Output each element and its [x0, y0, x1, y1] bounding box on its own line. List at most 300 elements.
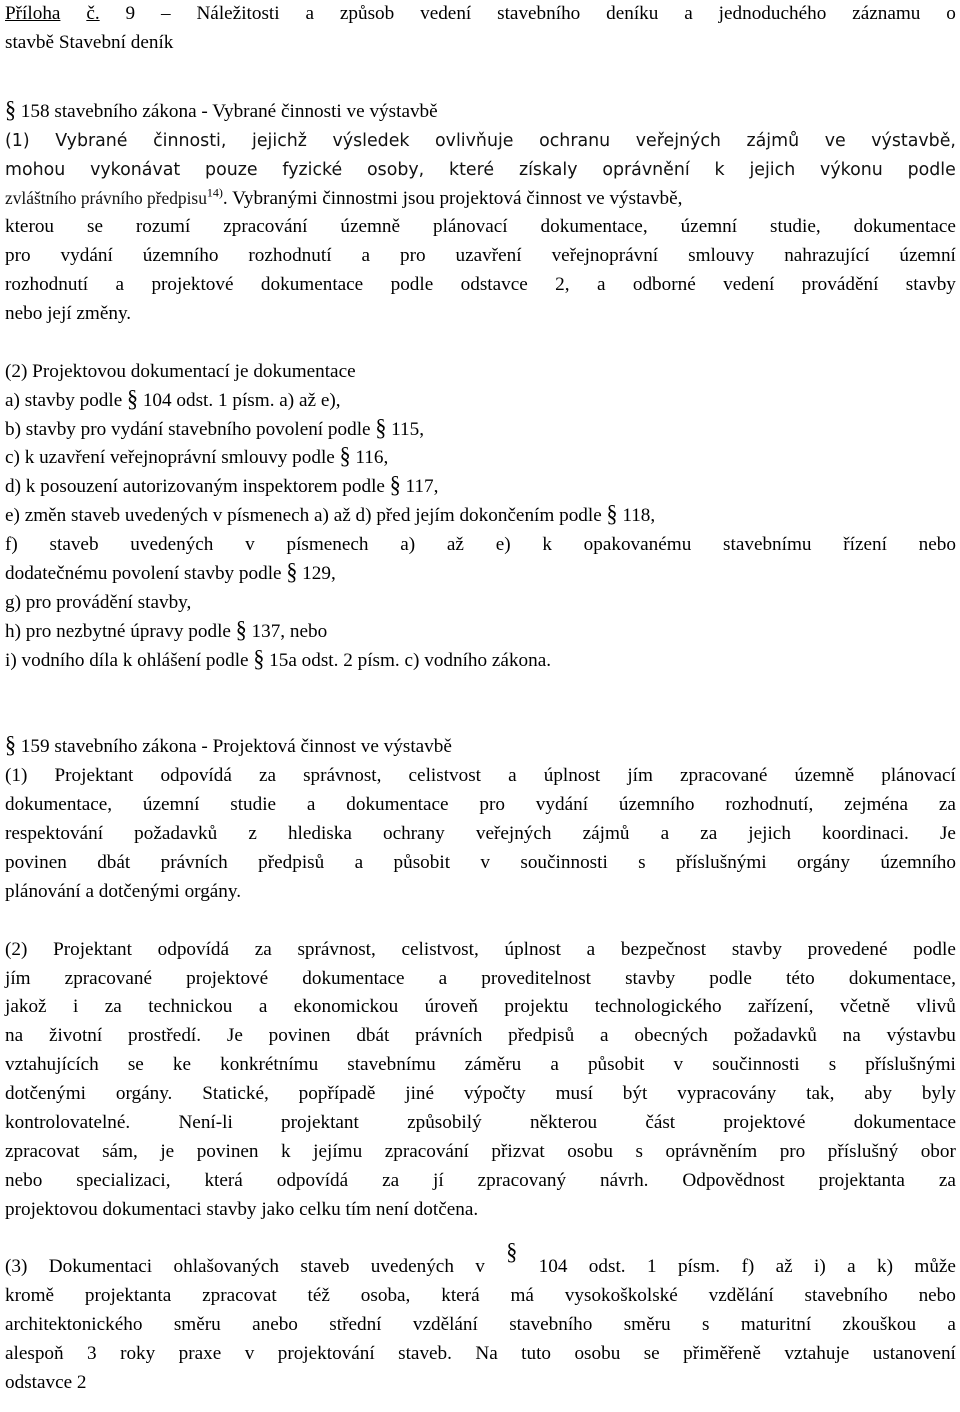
word: ohlašovaných — [173, 1256, 280, 1278]
s158-p1-line — [5, 242, 956, 271]
word: písm. — [677, 1256, 721, 1278]
section-159-heading: § 159 stavebního zákona - Projektová činnost ve výstavbě — [5, 731, 452, 759]
text-line — [5, 791, 956, 820]
word: vztahujících — [5, 1054, 99, 1076]
word: a — [596, 274, 606, 296]
word: nebo — [5, 1169, 43, 1191]
list-item: e) změn staveb uvedených v písmenech a) až d) před jejím dokončením podle § 118, — [5, 499, 656, 528]
word: této — [786, 967, 815, 989]
word: přizvat — [491, 1140, 545, 1162]
text-line — [5, 1080, 956, 1109]
word: celistvost — [408, 765, 482, 787]
item-text: d) k posouzení autorizovaným inspektorem podle — [5, 476, 390, 498]
word: opakovanému — [583, 534, 692, 556]
word: jejichž — [252, 130, 307, 151]
word: ovlivňuje — [435, 130, 514, 151]
word: aby — [864, 1083, 892, 1105]
word: záměru — [464, 1054, 522, 1076]
word: s — [828, 1054, 837, 1076]
word: ke — [172, 1054, 192, 1076]
item-text: 104 odst. 1 písm. a) až e), — [138, 389, 341, 411]
word: dokumentace — [853, 216, 956, 238]
text-line — [5, 1109, 956, 1138]
word: stavebnímu — [723, 534, 812, 556]
word: veřejných — [475, 823, 552, 845]
word: dotčenými — [5, 1083, 86, 1105]
text-line — [5, 1311, 956, 1340]
s159-paragraph-3 — [5, 1282, 956, 1369]
word: příslušnými — [865, 1054, 956, 1076]
word: obecných — [634, 1025, 708, 1047]
item-text: 118, — [617, 505, 656, 527]
word: požadavků — [733, 1025, 817, 1047]
word: způsob — [339, 3, 395, 24]
s158-item-list — [5, 384, 956, 531]
word: podle — [913, 938, 956, 960]
word: Na — [475, 1343, 498, 1365]
word: uzavření — [455, 245, 522, 267]
word: výpočty — [463, 1083, 526, 1105]
word: alespoň — [5, 1343, 64, 1365]
word: fyzické — [282, 159, 343, 180]
word: jednoduchého — [718, 3, 827, 24]
word: až — [446, 534, 464, 556]
word: působit — [587, 1054, 645, 1076]
word: studie — [230, 794, 277, 816]
text-line — [5, 1167, 956, 1196]
word: odpovídá — [160, 765, 232, 787]
word: vykonávat — [90, 159, 181, 180]
word: činnosti, — [153, 130, 227, 151]
word: byly — [921, 1083, 956, 1105]
word: podle — [390, 274, 434, 296]
word: vypracovány — [677, 1083, 777, 1105]
word: provedené — [807, 938, 888, 960]
word: směru — [173, 1314, 221, 1336]
word: o — [946, 3, 956, 24]
s158-item-f-line-1 — [5, 531, 956, 560]
word: technologického — [594, 996, 722, 1018]
word: č. — [86, 3, 100, 24]
word: odstavce — [460, 274, 528, 296]
word: plánovací — [432, 216, 508, 238]
word: přiměřeně — [683, 1343, 761, 1365]
word: územní — [899, 245, 956, 267]
word: tak, — [806, 1083, 835, 1105]
item-text: 116, — [350, 447, 389, 469]
list-item: b) stavby pro vydání stavebního povolení podle § 115, — [5, 413, 425, 441]
word: a — [600, 1025, 609, 1047]
word: praxe — [178, 1343, 222, 1365]
word: respektování — [5, 823, 104, 845]
word: podle — [709, 967, 752, 989]
word: písmenech — [286, 534, 369, 556]
word: zejména — [844, 794, 909, 816]
word: včetně — [839, 996, 890, 1018]
text-line — [5, 993, 956, 1022]
section-158-heading: § 158 stavebního zákona - Vybrané činnosti ve výstavbě — [5, 95, 438, 123]
word: e) — [495, 534, 511, 556]
s159-p1-last: plánování a dotčenými orgány. — [5, 880, 242, 902]
word: územní — [680, 216, 738, 238]
word: má — [510, 1285, 534, 1307]
word: směru — [623, 1314, 671, 1336]
word: f) — [5, 534, 18, 556]
word: předpisů — [508, 1025, 575, 1047]
word: územního — [142, 245, 219, 267]
word: úplnost — [543, 765, 601, 787]
word: jejich — [749, 159, 796, 180]
word: smlouvy — [688, 245, 755, 267]
word: která — [441, 1285, 480, 1307]
word: ekonomickou — [293, 996, 399, 1018]
word: které — [449, 159, 495, 180]
word: a) — [400, 534, 416, 556]
s158-p1-line — [5, 127, 956, 156]
word: zkouškou — [842, 1314, 917, 1336]
word: oprávnění — [602, 159, 690, 180]
word: odborné — [632, 274, 696, 296]
word: staveb — [49, 534, 99, 556]
word: střední — [329, 1314, 382, 1336]
word: staveb. — [398, 1343, 452, 1365]
word: územně — [340, 216, 401, 238]
word: rozhodnutí — [248, 245, 332, 267]
word: 1 — [646, 1256, 657, 1278]
word: v — [245, 534, 255, 556]
word: správnost, — [297, 938, 376, 960]
list-item: a) stavby podle § 104 odst. 1 písm. a) až e), — [5, 384, 341, 412]
word: v — [480, 851, 490, 873]
word: výstavbě, — [871, 130, 956, 151]
word: 2, — [555, 274, 570, 296]
word: staveb — [300, 1256, 350, 1278]
word: ochranu — [539, 130, 611, 151]
word: povinen — [268, 1025, 331, 1047]
word: osoby, — [367, 159, 425, 180]
word: stavebnímu — [347, 1054, 436, 1076]
word: za — [254, 938, 272, 960]
word: být — [622, 1083, 648, 1105]
word: celistvost, — [401, 938, 479, 960]
word: dokumentace — [260, 274, 364, 296]
word: zařízení, — [747, 996, 814, 1018]
word: za — [258, 765, 276, 787]
word: vydání — [60, 245, 113, 267]
word: stavebního — [804, 1285, 888, 1307]
word: vzdělání — [412, 1314, 478, 1336]
word: a — [660, 823, 670, 845]
word: projektové — [723, 1111, 806, 1133]
word: až — [775, 1256, 793, 1278]
word: právních — [160, 851, 228, 873]
word: k — [714, 159, 725, 180]
word: (3) — [5, 1256, 28, 1278]
s158-p1-line: nebo její změny. — [5, 303, 132, 325]
word: dbát — [356, 1025, 390, 1047]
s158-p1-line — [5, 213, 956, 242]
word: 3 — [87, 1343, 97, 1365]
word: zpracovaný — [477, 1169, 567, 1191]
word: rozumí — [135, 216, 191, 238]
s158-p1-line — [5, 271, 956, 300]
word: zpracované — [680, 765, 768, 787]
word: součinnosti — [712, 1054, 800, 1076]
word: podle — [907, 159, 956, 180]
word: vedení — [723, 274, 775, 296]
word: s — [635, 1140, 644, 1162]
s158-p2-intro: (2) Projektovou dokumentací je dokumentace — [5, 360, 356, 382]
word: vydání — [535, 794, 589, 816]
text-line — [5, 965, 956, 994]
word: výsledek — [332, 130, 410, 151]
word: dokumentace — [346, 794, 449, 816]
word: uvedených — [370, 1256, 454, 1278]
word: sám, — [102, 1140, 138, 1162]
word: výstavbu — [886, 1025, 956, 1047]
word: jím — [5, 967, 31, 989]
word: vztahuje — [784, 1343, 850, 1365]
word: ustanovení — [872, 1343, 956, 1365]
word: za — [938, 1169, 956, 1191]
word: maturitní — [740, 1314, 812, 1336]
word: projektové — [151, 274, 234, 296]
word: stavby — [625, 967, 676, 989]
word: a — [586, 938, 596, 960]
s159-p3-last: odstavce 2 — [5, 1371, 87, 1393]
s158-p1-line: zvláštního právního předpisu$^{14)}$. Vybranými činnostmi jsou projektová činnost ve výstavbě, — [5, 186, 683, 210]
item-text: e) změn staveb uvedených v písmenech a) až d) před jejím dokončením podle — [5, 505, 607, 527]
word: nebo — [918, 1285, 956, 1307]
word: orgány. — [115, 1083, 173, 1105]
word: kromě — [5, 1285, 55, 1307]
word: projektu — [504, 996, 569, 1018]
word: která — [204, 1169, 243, 1191]
word: hlediska — [287, 823, 352, 845]
word: rozhodnutí — [5, 274, 89, 296]
text-line — [5, 1022, 956, 1051]
word: a — [354, 851, 364, 873]
footnote-ref: 14) — [206, 186, 223, 201]
word: mohou — [5, 159, 66, 180]
word: též — [307, 1285, 330, 1307]
list-item: d) k posouzení autorizovaným inspektorem podle § 117, — [5, 471, 439, 499]
word: provádění — [801, 274, 879, 296]
word: popřípadě — [298, 1083, 376, 1105]
word: některou — [529, 1111, 598, 1133]
word: specializaci, — [76, 1169, 171, 1191]
word: a — [550, 1054, 559, 1076]
word: za — [382, 1169, 400, 1191]
word: ochrany — [382, 823, 445, 845]
header-line-2: stavbě Stavební deník — [5, 31, 174, 53]
word: územní — [142, 794, 200, 816]
word: v — [673, 1054, 684, 1076]
word: vysokoškolské — [564, 1285, 678, 1307]
word: 9 — [125, 3, 136, 24]
s159-paragraph-1 — [5, 762, 956, 878]
word: k — [281, 1140, 291, 1162]
word: roky — [120, 1343, 156, 1365]
s159-p3-line-1 — [5, 1237, 956, 1282]
word: Projektant — [53, 938, 132, 960]
word: a — [847, 1256, 856, 1278]
word: jejich — [748, 823, 791, 845]
word: a — [508, 765, 517, 787]
word: i) — [814, 1256, 826, 1278]
word: dokumentace, — [5, 794, 113, 816]
word: získaly — [518, 159, 578, 180]
word: Příloha — [5, 3, 61, 24]
word: musí — [555, 1083, 593, 1105]
text-line — [5, 1051, 956, 1080]
word: plánovací — [881, 765, 956, 787]
word: a — [361, 245, 371, 267]
word: odpovídá — [276, 1169, 349, 1191]
word: uvedených — [130, 534, 214, 556]
word: Není-li — [178, 1111, 233, 1133]
word: vedení — [420, 3, 472, 24]
word: pouze — [205, 159, 258, 180]
word: předpisů — [258, 851, 325, 873]
s158-p1-line — [5, 156, 956, 185]
word: s — [701, 1314, 710, 1336]
word: za — [938, 794, 956, 816]
word: veřejných — [635, 130, 721, 151]
word: pro — [479, 794, 505, 816]
word: – — [160, 3, 171, 24]
word: (1) — [5, 765, 28, 787]
word: se — [127, 1054, 144, 1076]
word: stavebního — [497, 3, 581, 24]
word: architektonického — [5, 1314, 143, 1336]
word: anebo — [252, 1314, 298, 1336]
word: zpracování — [223, 216, 308, 238]
word: prostředí. — [128, 1025, 202, 1047]
word: stavebního — [509, 1314, 593, 1336]
word: z — [248, 823, 257, 845]
s158-item-g: g) pro provádění stavby, — [5, 591, 192, 613]
word: odst. — [588, 1256, 626, 1278]
section-sign: § — [506, 1237, 518, 1266]
word: příslušnými — [676, 851, 767, 873]
word: 104 — [538, 1256, 568, 1278]
s158-item-i: i) vodního díla k ohlášení podle § 15a odst. 2 písm. c) vodního zákona. — [5, 644, 552, 672]
word: (1) — [5, 130, 30, 151]
word: jí — [433, 1169, 444, 1191]
word: působit — [393, 851, 451, 873]
word: může — [914, 1256, 956, 1278]
word: záznamu — [852, 3, 921, 24]
word: návrh. — [599, 1169, 649, 1191]
word: Náležitosti — [196, 3, 280, 24]
word: kontrolovatelné. — [5, 1111, 131, 1133]
word: pro — [400, 245, 426, 267]
header-line-1 — [5, 0, 956, 29]
text-line — [5, 762, 956, 791]
text-line — [5, 1282, 956, 1311]
word: se — [86, 216, 103, 238]
word: zájmů — [582, 823, 630, 845]
word: bezpečnost — [620, 938, 707, 960]
word: v — [475, 1256, 485, 1278]
word: jakož — [5, 996, 47, 1018]
item-text: b) stavby pro vydání stavebního povolení podle — [5, 418, 376, 440]
word: rozhodnutí, — [725, 794, 814, 816]
word: orgány — [797, 851, 850, 873]
word: součinnosti — [520, 851, 608, 873]
word: správnost, — [303, 765, 382, 787]
word: a — [305, 3, 314, 24]
text-line — [5, 820, 956, 849]
word: zpracovat — [202, 1285, 277, 1307]
word: Odpovědnost — [682, 1169, 785, 1191]
word: technickou — [148, 996, 233, 1018]
word: projektant — [281, 1111, 359, 1133]
item-text: a) stavby podle — [5, 389, 128, 411]
word: Je — [939, 823, 956, 845]
word: projektové — [186, 967, 269, 989]
word: tuto — [521, 1343, 552, 1365]
word: způsobilý — [407, 1111, 482, 1133]
word: úplnost — [504, 938, 561, 960]
word: stavby — [731, 938, 782, 960]
word: studie, — [770, 216, 821, 238]
word: na — [5, 1025, 24, 1047]
word: pro — [779, 1140, 806, 1162]
word: (2) — [5, 938, 28, 960]
word: projektanta — [84, 1285, 172, 1307]
word: územního — [618, 794, 695, 816]
word: Dokumentaci — [48, 1256, 153, 1278]
word: obor — [920, 1140, 956, 1162]
word: f) — [741, 1256, 755, 1278]
word: a — [306, 794, 316, 816]
word: deníku — [606, 3, 659, 24]
word: s — [638, 851, 646, 873]
s159-paragraph-2 — [5, 936, 956, 1196]
word: i — [72, 996, 79, 1018]
word: nahrazující — [784, 245, 870, 267]
text-line — [5, 849, 956, 878]
word: a — [438, 967, 448, 989]
word: vzdělání — [708, 1285, 774, 1307]
word: na — [842, 1025, 861, 1047]
word: dokumentace — [853, 1111, 956, 1133]
text-line — [5, 1340, 956, 1369]
word: k — [542, 534, 552, 556]
word: a — [684, 3, 693, 24]
word: Statické, — [202, 1083, 269, 1105]
s158-item-f-line-2: dodatečnému povolení stavby podle § 129, — [5, 557, 336, 586]
item-text: 115, — [386, 418, 425, 440]
word: projektování — [277, 1343, 375, 1365]
word: zpracování — [384, 1140, 469, 1162]
word: dokumentace, — [848, 967, 956, 989]
word: veřejnoprávní — [551, 245, 659, 267]
word: výkonu — [820, 159, 883, 180]
word: řízení — [843, 534, 887, 556]
word: osobu — [574, 1343, 621, 1365]
word: jím — [627, 765, 653, 787]
word: pro — [5, 245, 31, 267]
word: oprávněním — [665, 1140, 758, 1162]
word: se — [643, 1343, 660, 1365]
word: vlivů — [916, 996, 956, 1018]
word: konkrétnímu — [220, 1054, 319, 1076]
word: povinen — [5, 851, 67, 873]
word: k) — [877, 1256, 894, 1278]
